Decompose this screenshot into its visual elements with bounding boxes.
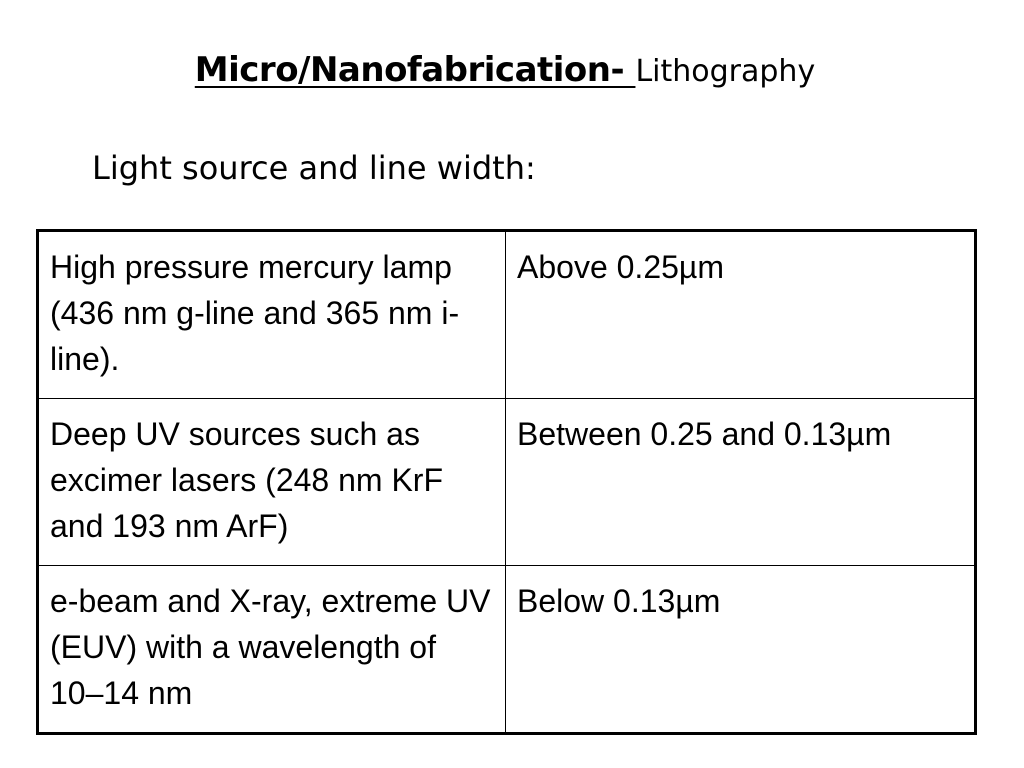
- table-row: [38, 231, 976, 399]
- line-width-cell: Between 0.25 and 0.13µm: [506, 399, 976, 566]
- source-cell: High pressure mercury lamp (436 nm g-line and 365 nm i-line).: [38, 231, 506, 399]
- slide-subtitle: Light source and line width:: [92, 149, 536, 187]
- table-row: [38, 566, 976, 734]
- slide-title-sub: Lithography: [635, 54, 816, 89]
- source-cell: e-beam and X-ray, extreme UV (EUV) with a wavelength of 10–14 nm: [38, 566, 506, 734]
- line-width-cell: Above 0.25µm: [506, 231, 976, 399]
- light-source-table: [36, 229, 977, 735]
- line-width-cell: Below 0.13µm: [506, 566, 976, 734]
- slide-title-main: Micro/Nanofabrication-: [194, 50, 636, 90]
- slide-title: [0, 44, 1010, 98]
- table-row: [38, 399, 976, 566]
- source-cell: Deep UV sources such as excimer lasers (248 nm KrF and 193 nm ArF): [38, 399, 506, 566]
